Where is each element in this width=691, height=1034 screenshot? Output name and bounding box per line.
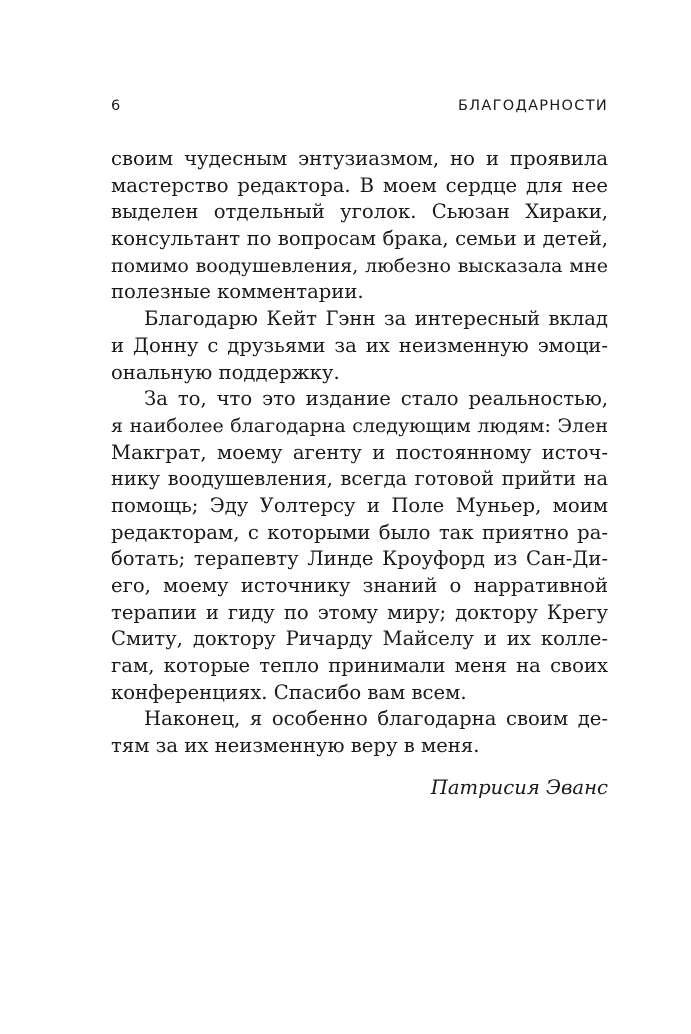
- page-number: 6: [111, 98, 122, 114]
- section-title: БЛАГОДАРНОСТИ: [457, 98, 608, 114]
- text-line: выделен отдельный уголок. Сьюзан Хираки,: [111, 200, 608, 224]
- text-line: ботать; терапевту Линде Кроуфорд из Сан-Ди-: [111, 547, 608, 571]
- text-line: Благодарю Кейт Гэнн за интересный вклад: [144, 307, 608, 331]
- text-line: я наиболее благодарна следующим людям: Элен: [111, 414, 608, 437]
- text-line: ональную поддержку.: [111, 360, 340, 384]
- text-line: своим чудесным энтузиазмом, но и проявила: [111, 147, 608, 170]
- text-line: гам, которые тепло принимали меня на своих: [111, 654, 608, 678]
- text-line: редакторам, с которыми было так приятно ра-: [111, 520, 608, 544]
- text-line: полезные комментарии.: [111, 280, 364, 304]
- text-line: помощь; Эду Уолтерсу и Поле Муньер, моим: [111, 493, 608, 517]
- author-signature: Патрисия Эванс: [430, 776, 608, 799]
- text-line: его, моему источнику знаний о нарративной: [111, 574, 608, 597]
- text-line: помимо воодушевления, любезно высказала мне: [111, 254, 608, 277]
- text-line: Макграт, моему агенту и постоянному источ-: [111, 440, 608, 464]
- text-line: За то, что это издание стало реальностью,: [144, 387, 608, 411]
- text-line: и Донну с друзьями за их неизменную эмоци-: [111, 333, 608, 357]
- running-head: [111, 98, 608, 122]
- text-line: конференциях. Спасибо вам всем.: [111, 680, 467, 704]
- body-text: [111, 146, 608, 760]
- text-line: терапии и гиду по этому миру; доктору Крегу: [111, 600, 608, 624]
- text-line: мастерство редактора. В моем сердце для нее: [111, 173, 608, 197]
- text-line: тям за их неизменную веру в меня.: [111, 734, 480, 758]
- text-line: консультант по вопросам брака, семьи и детей,: [111, 227, 608, 251]
- text-line: Смиту, доктору Ричарду Майселу и их колле-: [111, 627, 608, 651]
- text-line: Наконец, я особенно благодарна своим де-: [144, 707, 608, 731]
- text-line: нику воодушевления, всегда готовой прийти на: [111, 467, 608, 491]
